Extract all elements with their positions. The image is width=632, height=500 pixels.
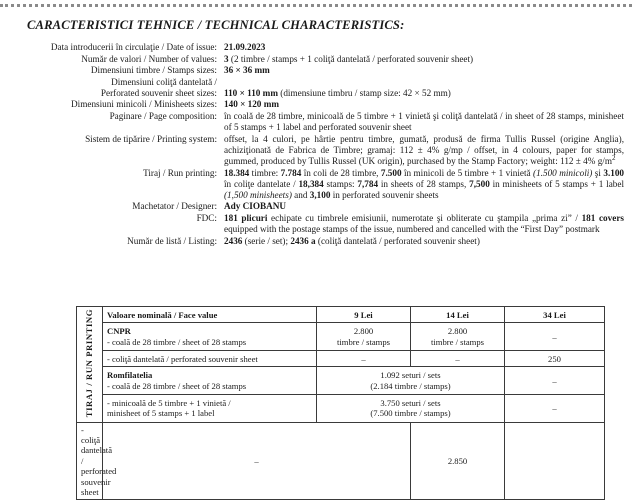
spec-label: Număr de listă / Listing: bbox=[127, 235, 217, 246]
cell-9-and-14-lei-merged bbox=[317, 367, 505, 395]
cell-34-lei: – bbox=[505, 367, 605, 395]
spec-value: în coală de 28 timbre, minicoală de 5 timbre + 1 vinietă şi coliţă dantelată / in sheet of 28 stamps, minisheet of 5 stamps + 1 label and perforated souvenir sheet bbox=[224, 111, 624, 133]
table-row bbox=[77, 395, 605, 423]
spec-row bbox=[12, 77, 624, 88]
spec-row bbox=[12, 201, 624, 213]
spec-label: Tiraj / Run printing: bbox=[143, 167, 217, 178]
row-title: Romfilatelia bbox=[107, 370, 153, 381]
spec-row bbox=[12, 111, 624, 134]
cell-14-lei bbox=[411, 323, 505, 351]
row-description bbox=[103, 367, 317, 395]
cell-line-1: 2.800 bbox=[447, 326, 468, 337]
row-subtitle: - coală de 28 timbre / sheet of 28 stamps bbox=[107, 336, 247, 347]
row-subtitle: - coală de 28 timbre / sheet of 28 stamps bbox=[107, 380, 247, 391]
spec-label: Data introducerii în circulaţie / Date of issue: bbox=[50, 42, 217, 52]
spec-value: 36 × 36 mm bbox=[224, 65, 270, 76]
spec-value: 2436 (serie / set); 2436 a (coliţă dantelată / perforated souvenir sheet) bbox=[224, 235, 480, 246]
spec-row bbox=[12, 134, 624, 168]
cell-line-1: 1.092 seturi / sets bbox=[380, 370, 441, 381]
spec-row bbox=[12, 99, 624, 111]
row-description: - coliţă dantelată / perforated souvenir sheet bbox=[103, 351, 317, 367]
cell-line-1: 3.750 seturi / sets bbox=[380, 397, 441, 408]
spec-row bbox=[12, 88, 624, 100]
spec-value: 181 plicuri echipate cu timbrele emisiunii, numerotate şi obliterate cu ştampila „prima zi” / 181 covers equipped with the postage stamps of the issue, numbered and cancelled with the “First Day” postmark bbox=[224, 212, 624, 234]
spec-label: Dimensiuni coliţă dantelată / bbox=[111, 76, 217, 87]
cell-line-2: timbre / stamps bbox=[337, 336, 390, 347]
row-title: CNPR bbox=[107, 326, 131, 337]
side-label-text: TIRAJ / RUN PRINTING bbox=[84, 309, 95, 418]
run-printing-side-label bbox=[77, 307, 103, 423]
cell-34-lei: 2.850 bbox=[411, 422, 505, 500]
spec-value: 110 × 110 mm (dimensiune timbru / stamp size: 42 × 52 mm) bbox=[224, 87, 451, 98]
spec-value: 18.384 timbre: 7.784 în coli de 28 timbre, 7.500 în minicoli de 5 timbre + 1 vinietă (1.500 minicoli) şi 3.100 în coliţe dantelate / 18,384 stamps: 7,784 in sheets of 28 stamps, 7,500 in minisheets of 5 stamps + 1 label (1,500 minisheets) and 3,100 in perforated souvenir sheets bbox=[224, 167, 625, 200]
cell-9-lei: – bbox=[317, 351, 411, 367]
spec-label: FDC: bbox=[196, 212, 217, 223]
top-dotted-rule bbox=[0, 4, 632, 7]
row-subtitle-line-2: minisheet of 5 stamps + 1 label bbox=[107, 408, 215, 419]
run-printing-body bbox=[77, 307, 605, 500]
page-title: CARACTERISTICI TEHNICE / TECHNICAL CHARACTERISTICS: bbox=[27, 18, 405, 32]
row-description bbox=[103, 395, 317, 423]
table-row bbox=[77, 351, 605, 367]
table-row bbox=[77, 422, 605, 500]
spec-value: 3 (2 timbre / stamps + 1 coliţă dantelată / perforated souvenir sheet) bbox=[224, 53, 474, 64]
spec-row bbox=[12, 213, 624, 236]
column-header-9-lei: 9 Lei bbox=[317, 307, 411, 323]
run-printing-table bbox=[76, 306, 605, 500]
run-printing-table-wrapper bbox=[76, 306, 566, 500]
cell-9-and-14-lei-merged: – bbox=[103, 422, 411, 500]
column-header-14-lei: 14 Lei bbox=[411, 307, 505, 323]
spec-label: Dimensiuni minicoli / Minisheets sizes: bbox=[71, 99, 217, 110]
table-header-row bbox=[77, 307, 605, 323]
specifications-table bbox=[12, 42, 624, 247]
spec-label: Machetator / Designer: bbox=[132, 201, 217, 212]
spec-label: Număr de valori / Number of values: bbox=[81, 53, 217, 64]
spec-label: Perforated souvenir sheet sizes: bbox=[100, 87, 217, 98]
spec-label: Paginare / Page composition: bbox=[109, 111, 217, 122]
spec-label: Sistem de tipărire / Printing system: bbox=[85, 133, 217, 144]
cell-line-2: timbre / stamps bbox=[431, 336, 484, 347]
spec-value: offset, la 4 culori, pe hârtie pentru timbre, gumată, produsă de firma Tullis Russel (origine Anglia), achiziţionată de Fabrica de Timbre; gramaj: 112 ± 4% g/mp / offset, in 4 colours, paper for stamps, gummed, produced by Tullis Russel (UK origin), purchased by the Stamp Factory; weight: 112 ± 4% $g/m^2$ bbox=[224, 133, 624, 166]
spec-row bbox=[12, 236, 624, 248]
spec-value: 21.09.2023 bbox=[224, 42, 266, 52]
cell-line-2: (2.184 timbre / stamps) bbox=[370, 380, 451, 391]
cell-34-lei: 250 bbox=[505, 351, 605, 367]
spec-value: Ady CIOBANU bbox=[224, 201, 287, 212]
cell-9-lei bbox=[317, 323, 411, 351]
spec-row bbox=[12, 65, 624, 77]
spec-row bbox=[12, 54, 624, 66]
cell-9-and-14-lei-merged bbox=[317, 395, 505, 423]
row-description: - coliţă dantelată / perforated souvenir sheet bbox=[77, 422, 103, 500]
column-header-face-value: Valoare nominală / Face value bbox=[103, 307, 317, 323]
specifications-body bbox=[12, 42, 624, 247]
cell-34-lei: – bbox=[505, 395, 605, 423]
cell-line-2: (7.500 timbre / stamps) bbox=[370, 408, 451, 419]
cell-14-lei: – bbox=[411, 351, 505, 367]
spec-label: Dimensiuni timbre / Stamps sizes: bbox=[90, 65, 217, 76]
cell-34-lei: – bbox=[505, 323, 605, 351]
table-row bbox=[77, 323, 605, 351]
row-description bbox=[103, 323, 317, 351]
table-row bbox=[77, 367, 605, 395]
row-subtitle-line-1: - minicoală de 5 timbre + 1 vinietă / bbox=[107, 397, 231, 408]
spec-row bbox=[12, 168, 624, 202]
spec-value: 140 × 120 mm bbox=[224, 99, 279, 110]
spec-value bbox=[224, 77, 624, 88]
cell-line-1: 2.800 bbox=[353, 326, 374, 337]
spec-row bbox=[12, 42, 624, 54]
column-header-34-lei: 34 Lei bbox=[505, 307, 605, 323]
